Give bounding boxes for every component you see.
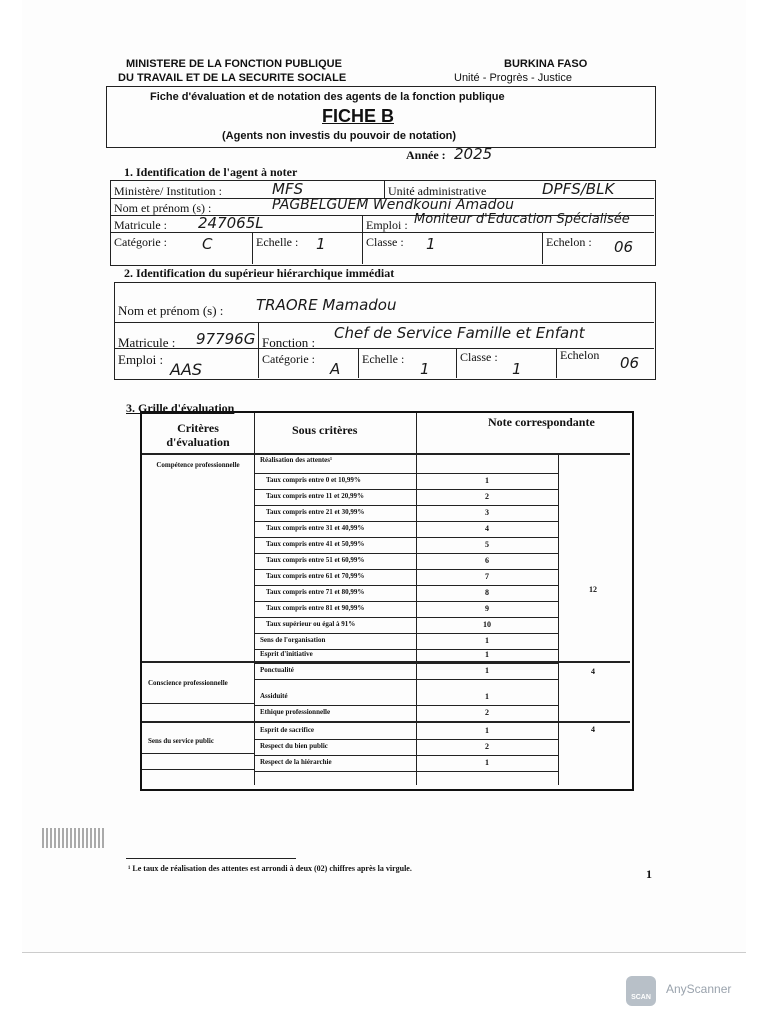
sub-criterion-note: 1 — [485, 636, 489, 645]
sup-echelon-value: 06 — [620, 354, 640, 372]
echelle-label: Echelle : — [256, 235, 299, 249]
sub-criterion-note: 6 — [485, 556, 489, 565]
section1-heading: 1. Identification de l'agent à noter — [124, 165, 298, 179]
form-description: Fiche d'évaluation et de notation des agents de la fonction publique — [150, 91, 505, 103]
sub-criterion-note: 1 — [485, 650, 489, 659]
sub-criterion-note: 1 — [485, 666, 489, 675]
sub-criterion-label: Taux compris entre 41 et 50,99% — [266, 540, 365, 548]
sub-criterion-label: Taux compris entre 21 et 30,99% — [266, 508, 365, 516]
section3-heading: 3. Grille d'évaluation — [126, 401, 235, 415]
sub-criterion-label: Esprit de sacrifice — [260, 726, 315, 734]
ministere-label: Ministère/ Institution : — [114, 184, 222, 198]
sub-criterion-note: 4 — [485, 524, 489, 533]
sub-criterion-realisation: Réalisation des attentes¹ — [260, 456, 333, 464]
nom-value: PAGBELGUEM Wendkouni Amadou — [272, 197, 514, 213]
year-value: 2025 — [454, 145, 493, 163]
sup-echelon-label: Echelon — [560, 348, 600, 362]
categorie-label: Catégorie : — [114, 235, 167, 249]
categorie-value: C — [202, 235, 213, 253]
sub-criterion-label: Taux compris entre 31 et 40,99% — [266, 524, 365, 532]
sub-criterion-note: 3 — [485, 508, 489, 517]
sup-nom-value: TRAORE Mamadou — [256, 296, 397, 314]
sub-criterion-label: Taux compris entre 51 et 60,99% — [266, 556, 365, 564]
matricule-label: Matricule : — [114, 218, 167, 232]
sub-criterion-note: 7 — [485, 572, 489, 581]
echelle-value: 1 — [316, 235, 326, 253]
page-number: 1 — [646, 867, 652, 881]
sup-echelle-label: Echelle : — [362, 352, 405, 366]
sub-criterion-label: Sens de l'organisation — [260, 636, 326, 644]
sub-criterion-note: 1 — [485, 476, 489, 485]
country-name: BURKINA FASO — [504, 58, 588, 70]
crit-service-public: Sens du service public — [148, 737, 214, 745]
unite-label: Unité administrative — [388, 184, 487, 198]
classe-label: Classe : — [366, 235, 404, 249]
emploi-value: Moniteur d'Education Spécialisée — [414, 212, 630, 227]
sup-emploi-value: AAS — [170, 360, 203, 379]
sub-criterion-note: 10 — [483, 620, 491, 629]
country-motto: Unité - Progrès - Justice — [454, 72, 572, 84]
sub-criterion-label: Esprit d'initiative — [260, 650, 313, 658]
sub-criterion-label: Taux compris entre 11 et 20,99% — [266, 492, 364, 500]
year-label: Année : — [406, 148, 446, 162]
echelon-label: Echelon : — [546, 235, 592, 249]
sub-criterion-label: Ponctualité — [260, 666, 294, 674]
ministere-value: MFS — [272, 180, 304, 198]
sub-criterion-label: Taux compris entre 0 et 10,99% — [266, 476, 361, 484]
form-title: FICHE B — [322, 106, 394, 126]
sub-criterion-label: Respect du bien public — [260, 742, 328, 750]
unite-value: DPFS/BLK — [542, 180, 615, 198]
evaluation-grid — [140, 411, 634, 791]
echelon-value: 06 — [614, 238, 634, 256]
sub-criterion-label: Taux compris entre 71 et 80,99% — [266, 588, 365, 596]
crit-conscience: Conscience professionnelle — [148, 679, 228, 687]
sub-criterion-note: 2 — [485, 492, 489, 501]
sup-fonction-label: Fonction : — [262, 335, 316, 350]
sub-criterion-label: Respect de la hiérarchie — [260, 758, 332, 766]
crit-competence: Compétence professionnelle — [156, 461, 240, 469]
watermark-text: AnyScanner — [666, 982, 732, 996]
sub-criterion-label: Taux compris entre 61 et 70,99% — [266, 572, 365, 580]
sup-classe-value: 1 — [512, 360, 522, 378]
sub-criterion-label: Assiduité — [260, 692, 288, 700]
total-service-public: 4 — [591, 725, 595, 734]
sup-fonction-value: Chef de Service Famille et Enfant — [334, 324, 585, 342]
section2-heading: 2. Identification du supérieur hiérarchique immédiat — [124, 266, 395, 280]
sub-criterion-label: Taux supérieur ou égal à 91% — [266, 620, 356, 628]
scan-logo-icon: SCAN — [626, 976, 656, 1006]
total-conscience: 4 — [591, 667, 595, 676]
sup-emploi-label: Emploi : — [118, 352, 164, 367]
total-competence: 12 — [589, 585, 597, 594]
matricule-value: 247065L — [198, 214, 264, 232]
sub-criterion-note: 1 — [485, 726, 489, 735]
col-sous-criteres-header: Sous critères — [292, 423, 358, 437]
sup-categorie-label: Catégorie : — [262, 352, 315, 366]
sup-matricule-value: 97796G — [196, 330, 256, 348]
sub-criterion-note: 2 — [485, 742, 489, 751]
sup-matricule-label: Matricule : — [118, 335, 176, 350]
document-page — [22, 0, 746, 953]
sup-echelle-value: 1 — [420, 360, 430, 378]
sub-criterion-note: 5 — [485, 540, 489, 549]
sub-criterion-note: 2 — [485, 708, 489, 717]
sub-criterion-note: 9 — [485, 604, 489, 613]
sup-classe-label: Classe : — [460, 350, 498, 364]
sup-nom-label: Nom et prénom (s) : — [118, 303, 224, 318]
sub-criterion-note: 1 — [485, 758, 489, 767]
sub-criterion-label: Ethique professionnelle — [260, 708, 331, 716]
ministry-line2: DU TRAVAIL ET DE LA SECURITE SOCIALE — [118, 72, 347, 84]
col-note-header: Note correspondante — [488, 415, 595, 429]
nom-label: Nom et prénom (s) : — [114, 201, 212, 215]
footnote: ¹ Le taux de réalisation des attentes est arrondi à deux (02) chiffres après la virgule. — [128, 864, 412, 873]
sub-criterion-note: 1 — [485, 692, 489, 701]
form-subtitle: (Agents non investis du pouvoir de notation) — [222, 130, 457, 142]
col-criteres-header: Critères d'évaluation — [166, 421, 230, 449]
sub-criterion-label: Taux compris entre 81 et 90,99% — [266, 604, 365, 612]
emploi-label: Emploi : — [366, 218, 408, 232]
sub-criterion-note: 8 — [485, 588, 489, 597]
scan-noise — [42, 828, 106, 848]
classe-value: 1 — [426, 235, 436, 253]
ministry-line1: MINISTERE DE LA FONCTION PUBLIQUE — [126, 58, 342, 70]
sup-categorie-value: A — [330, 360, 341, 378]
